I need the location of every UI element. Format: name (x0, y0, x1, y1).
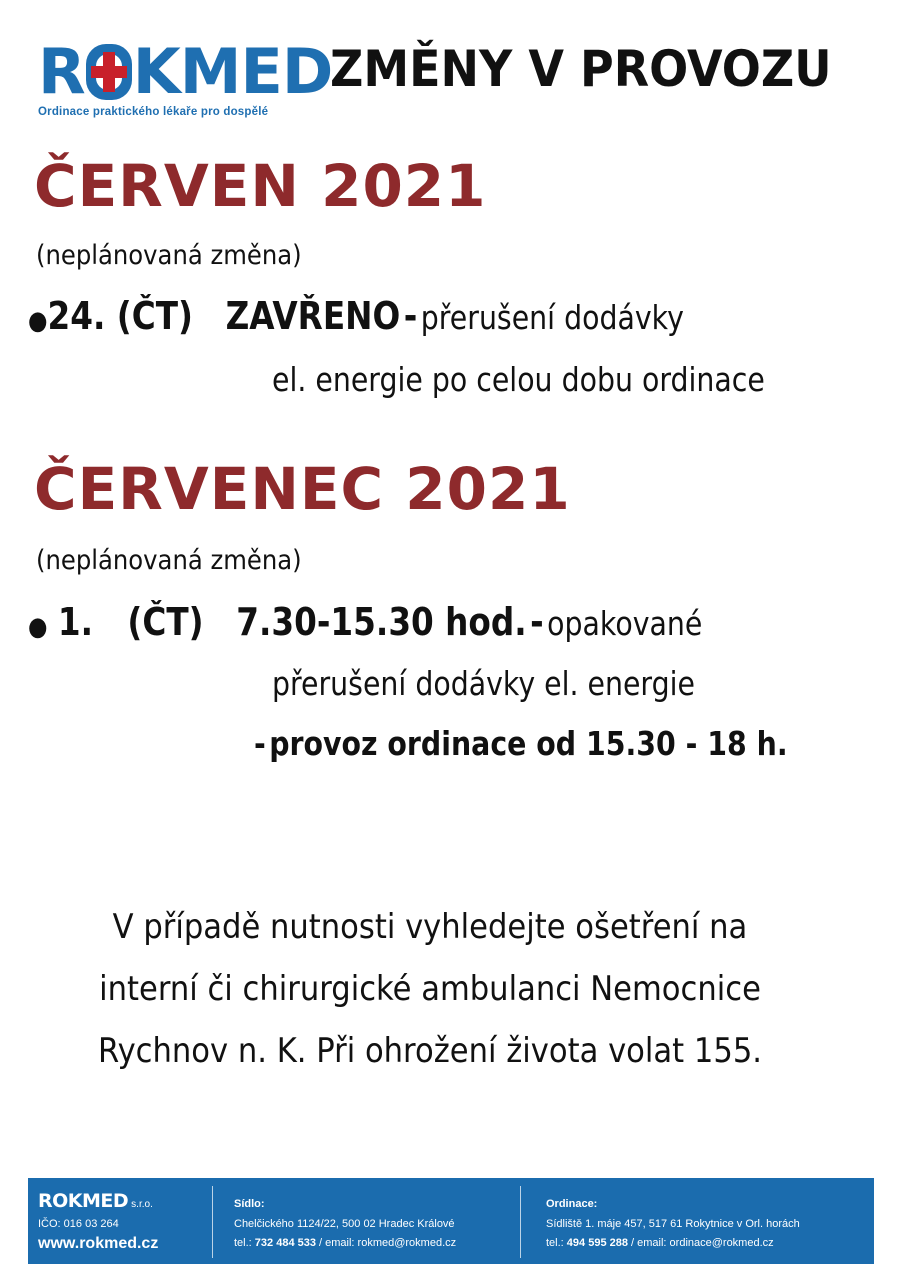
unplanned-note-june: (neplánovaná změna) (36, 240, 302, 271)
office-contact (546, 1237, 774, 1249)
june-text1: přerušení dodávky (420, 298, 684, 337)
seat-address: Chelčického 1124/22, 500 02 Hradec Králové (234, 1218, 455, 1230)
dash: - (254, 724, 266, 763)
footer-office-block (546, 1178, 866, 1264)
logo-tagline: Ordinace praktického lékaře pro dospělé (38, 106, 269, 118)
footer-brand-block (38, 1178, 208, 1264)
july-weekday: (ČT) (127, 600, 204, 644)
notice-line3: Rychnov n. K. Při ohrožení života volat 155. (97, 1031, 763, 1071)
july-text1: opakované (547, 604, 703, 643)
july-day: 1. (57, 600, 93, 644)
rokmed-logo (38, 35, 333, 118)
logo-letters-kmed: KMED (132, 35, 333, 108)
office-email[interactable]: / email: ordinace@rokmed.cz (631, 1237, 774, 1249)
emergency-notice (0, 896, 860, 1082)
footer-divider (212, 1186, 213, 1258)
notice-line1: V případě nutnosti vyhledejte ošetření na (112, 907, 748, 947)
medical-cross-icon (86, 44, 132, 100)
footer-sro: s.r.o. (131, 1199, 153, 1210)
footer-divider (520, 1186, 521, 1258)
july-entry-line3 (254, 724, 788, 763)
seat-heading: Sídlo: (234, 1198, 265, 1210)
closed-status: ZAVŘENO (225, 294, 401, 338)
july-hours: 7.30-15.30 hod. (236, 600, 527, 644)
month-heading-july: ČERVENEC 2021 (34, 455, 571, 523)
footer-website-link[interactable]: www.rokmed.cz (38, 1235, 159, 1252)
logo-wordmark (38, 35, 333, 108)
office-tel-label: tel.: (546, 1237, 564, 1249)
seat-contact (234, 1237, 456, 1249)
unplanned-note-july: (neplánovaná změna) (36, 545, 302, 576)
page-title: ZMĚNY V PROVOZU (330, 40, 832, 98)
dash: - (530, 600, 544, 644)
office-address: Sídliště 1. máje 457, 517 61 Rokytnice v Orl. horách (546, 1218, 800, 1230)
bullet: ● (28, 612, 48, 642)
footer-ico: IČO: 016 03 264 (38, 1218, 119, 1230)
july-entry-line1 (28, 600, 702, 644)
june-entry-line1 (28, 294, 684, 338)
footer-brand: ROKMED (38, 1190, 129, 1212)
june-day: 24. (ČT) (47, 294, 193, 338)
june-entry-line2: el. energie po celou dobu ordinace (272, 360, 765, 399)
dash: - (403, 294, 418, 338)
bullet: ● (28, 306, 48, 336)
july-text3: provoz ordinace od 15.30 - 18 h. (269, 724, 788, 763)
month-heading-june: ČERVEN 2021 (34, 152, 487, 220)
notice-line2: interní či chirurgické ambulanci Nemocnice (99, 969, 761, 1009)
office-heading: Ordinace: (546, 1198, 598, 1210)
seat-email[interactable]: / email: rokmed@rokmed.cz (319, 1237, 457, 1249)
seat-tel-label: tel.: (234, 1237, 252, 1249)
office-phone[interactable]: 494 595 288 (566, 1237, 628, 1249)
july-entry-line2: přerušení dodávky el. energie (272, 664, 695, 703)
footer-bar (28, 1178, 874, 1264)
logo-letter-r: R (38, 35, 85, 108)
seat-phone[interactable]: 732 484 533 (254, 1237, 316, 1249)
footer-seat-block (234, 1178, 524, 1264)
